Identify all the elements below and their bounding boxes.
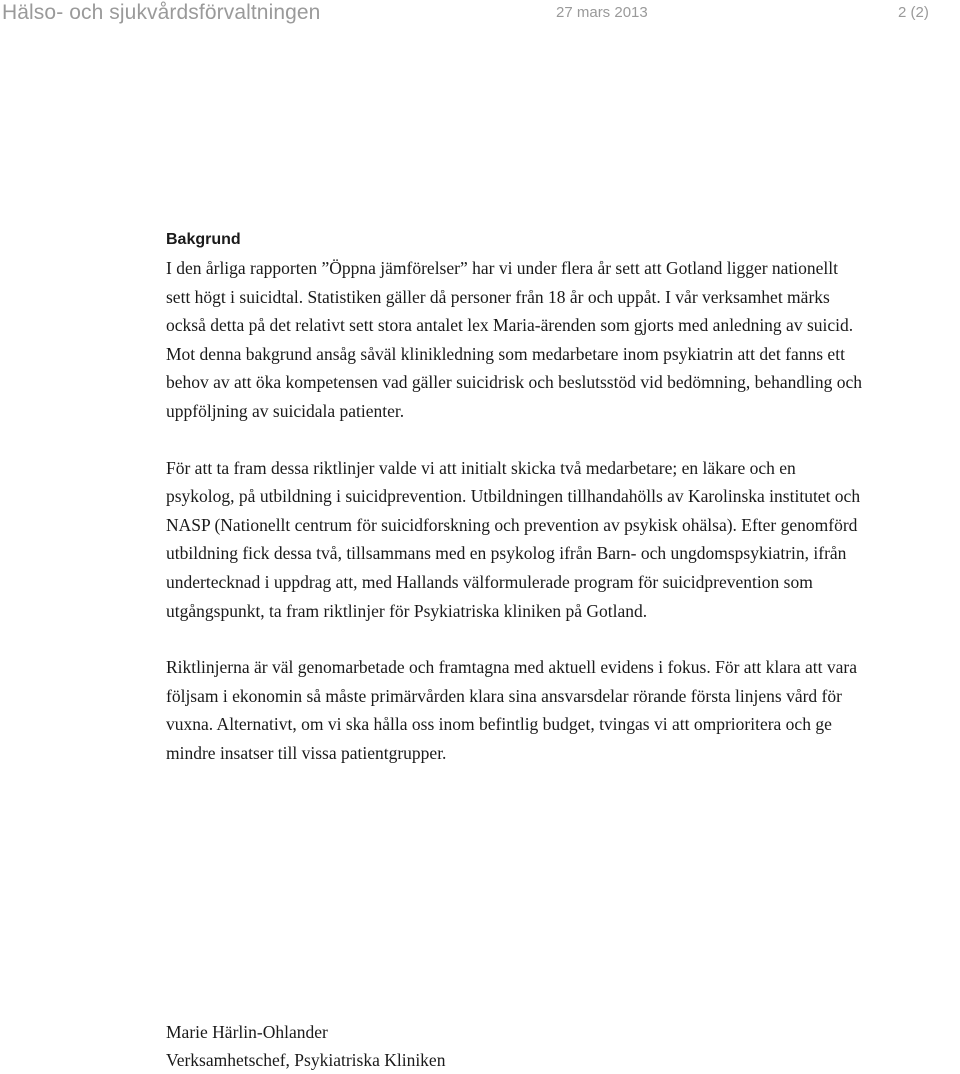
- signature-block: [166, 1018, 445, 1074]
- document-body: [166, 228, 866, 768]
- document-date: 27 mars 2013: [556, 4, 648, 21]
- organization-name: Hälso- och sjukvårdsförvaltningen: [2, 1, 321, 24]
- paragraph-background: I den årliga rapporten ”Öppna jämförelser” har vi under flera år sett att Gotland ligger nationellt sett högt i suicidtal. Statistiken gäller då personer från 18 år och uppåt. I vår verksamhet märks också detta på det relativt sett stora antalet lex Maria-ärenden som gjorts med anledning av suicid. Mot denna bakgrund ansåg såväl klinikledning som medarbetare inom psykiatrin att det fanns ett behov av att öka kompetensen vad gäller suicidrisk och beslutsstöd vid bedömning, behandling och uppföljning av suicidala patienter.: [166, 258, 862, 421]
- section-heading: Bakgrund: [166, 231, 241, 248]
- paragraph-training: För att ta fram dessa riktlinjer valde vi att initialt skicka två medarbetare; en läkare och en psykolog, på utbildning i suicidprevention. Utbildningen tillhandahölls av Karolinska institutet och NASP (Nationellt centrum för suicidforskning och prevention av psykisk ohälsa). Efter genomförd utbildning fick dessa två, tillsammans med en psykolog ifrån Barn- och ungdomspsykiatrin, ifrån undertecknad i uppdrag att, med Hallands välformulerade program för suicidprevention som utgångspunkt, ta fram riktlinjer för Psykiatriska kliniken på Gotland.: [166, 457, 861, 621]
- page-header: [0, 0, 960, 28]
- signatory-name: Marie Härlin-Ohlander: [166, 1022, 328, 1042]
- signatory-title: Verksamhetschef, Psykiatriska Kliniken: [166, 1050, 446, 1070]
- paragraph-guidelines: Riktlinjerna är väl genomarbetade och framtagna med aktuell evidens i fokus. För att klara att vara följsam i ekonomin så måste primärvården klara sina ansvarsdelar rörande första linjens vård för vuxna. Alternativt, om vi ska hålla oss inom befintlig budget, tvingas vi att omprioritera och ge mindre insatser till vissa patientgrupper.: [166, 657, 857, 763]
- page-number: 2 (2): [898, 4, 929, 21]
